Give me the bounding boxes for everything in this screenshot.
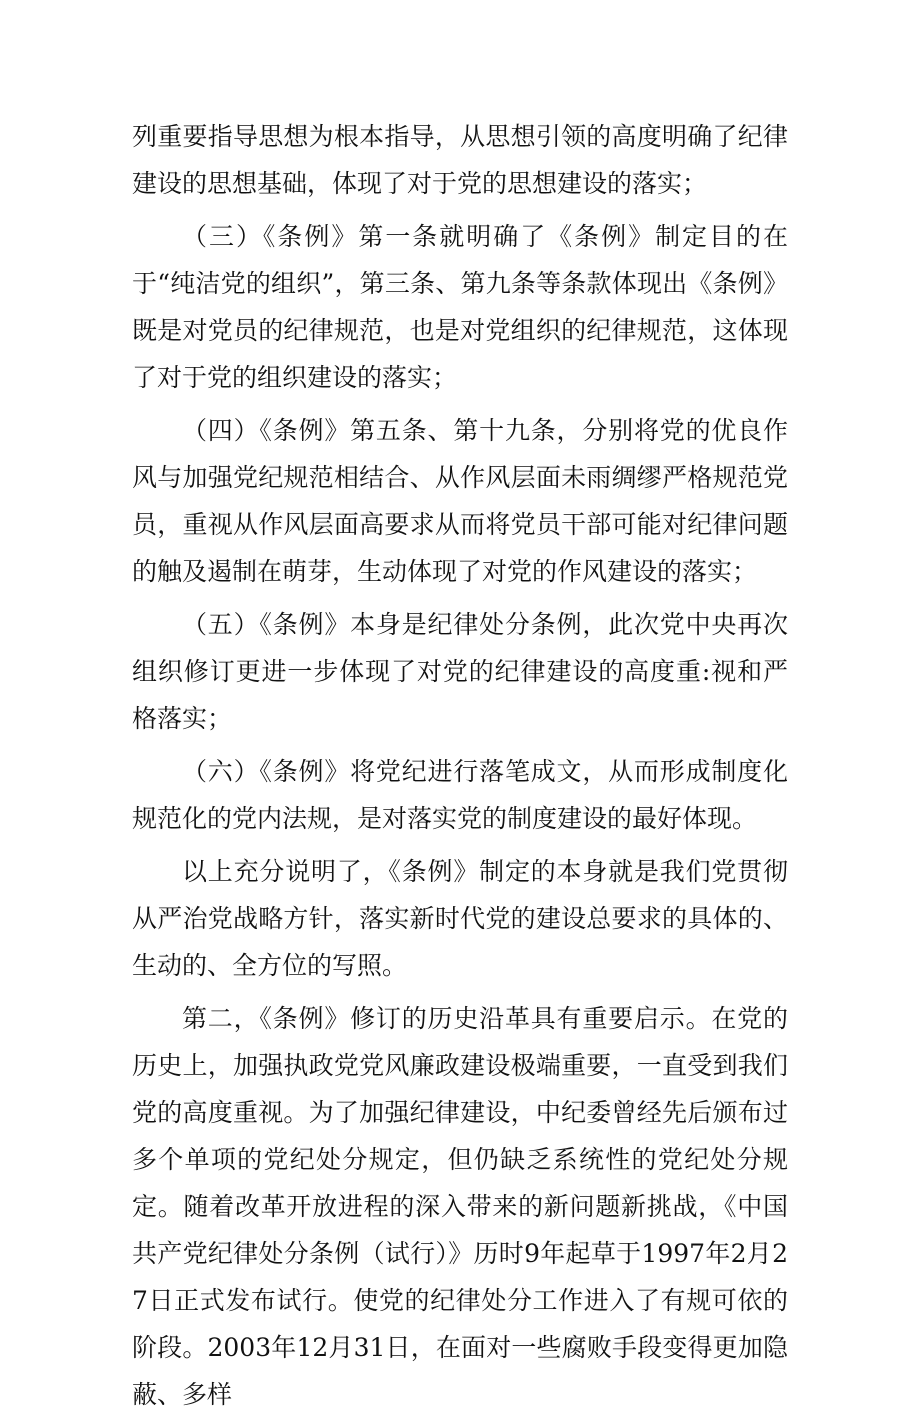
paragraph-history: 第二，《条例》修订的历史沿革具有重要启示。在党的历史上，加强执政党党风廉政建设极端重要，一直受到我们党的高度重视。为了加强纪律建设，中纪委曾经先后颁布过多个单项的党纪处分规定，但仍缺乏系统性的党纪处分规定。随着改革开放进程的深入带来的新问题新挑战，《中国共产党纪律处分条例（试行）》历时9年起草于1997年2月27日正式发布试行。使党的纪律处分工作进入了有规可依的阶段。2003年12月31日，在面对一些腐败手段变得更加隐蔽、多样: [132, 1004, 788, 1409]
paragraph-thought-construction: 列重要指导思想为根本指导，从思想引领的高度明确了纪律建设的思想基础，体现了对于党的思想建设的落实；: [132, 122, 788, 198]
paragraph-summary: 以上充分说明了，《条例》制定的本身就是我们党贯彻从严治党战略方针，落实新时代党的建设总要求的具体的、生动的、全方位的写照。: [132, 857, 788, 980]
paragraph-organization-construction: （三）《条例》第一条就明确了《条例》制定目的在于“纯洁党的组织”，第三条、第九条等条款体现出《条例》既是对党员的纪律规范，也是对党组织的纪律规范，这体现了对于党的组织建设的落实；: [132, 222, 788, 392]
document-body: [132, 113, 788, 1424]
paragraph-system-construction: （六）《条例》将党纪进行落笔成文，从而形成制度化规范化的党内法规，是对落实党的制度建设的最好体现。: [132, 757, 788, 833]
paragraph-discipline-construction: （五）《条例》本身是纪律处分条例，此次党中央再次组织修订更进一步体现了对党的纪律建设的高度重:视和严格落实；: [132, 610, 788, 733]
paragraph-style-construction: （四）《条例》第五条、第十九条，分别将党的优良作风与加强党纪规范相结合、从作风层面未雨绸缪严格规范党员，重视从作风层面高要求从而将党员干部可能对纪律问题的触及遏制在萌芽，生动体现了对党的作风建设的落实；: [132, 416, 788, 586]
